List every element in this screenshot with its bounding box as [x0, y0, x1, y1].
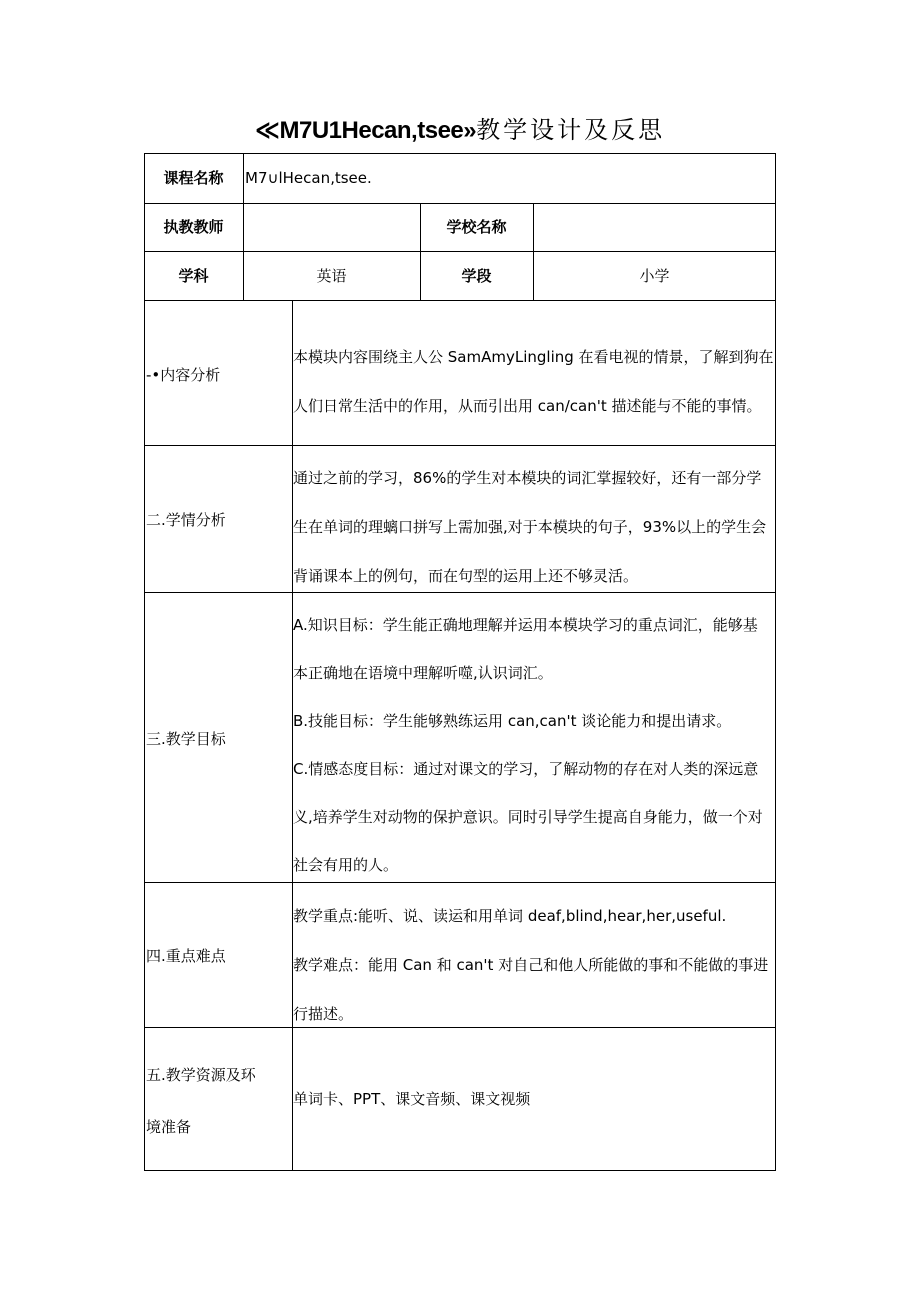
section-line: 义,培养学生对动物的保护意识。同时引导学生提高自身能力，做一个对 [293, 808, 763, 826]
section-line: 教学重点:能听、说、读运和用单词 deaf,blind,hear,her,useful. [293, 907, 727, 925]
row-divider [144, 445, 776, 446]
row-divider [144, 251, 776, 252]
stage-value: 小学 [639, 267, 670, 285]
course-name-value: M7∪lHecan‚tsee. [245, 169, 372, 187]
section-label-learner-analysis: 二.学情分析 [146, 511, 226, 529]
section-line: 生在单词的理螭口拼写上需加强,对于本模块的句子，93%以上的学生会 [293, 518, 767, 536]
column-divider [533, 203, 534, 301]
section-line: 本正确地在语境中理解听噬,认识词汇。 [293, 664, 553, 682]
row-divider [144, 203, 776, 204]
section-label-resources-line1: 五.教学资源及环 [146, 1066, 256, 1084]
section-line: B.技能目标：学生能够熟练运用 can,can't 谈论能力和提出请求。 [293, 712, 732, 730]
subject-label: 学科 [178, 267, 209, 285]
subject-value: 英语 [316, 267, 347, 285]
section-body-learner-analysis [293, 454, 775, 601]
section-label-teaching-objectives: 三.教学目标 [146, 730, 226, 748]
school-label: 学校名称 [446, 218, 507, 236]
section-line: 社会有用的人。 [293, 856, 399, 874]
section-line: 人们日常生活中的作用，从而引出用 can∕can't 描述能与不能的事情。 [293, 397, 762, 415]
stage-label: 学段 [461, 267, 492, 285]
document-title [0, 112, 920, 149]
section-body-teaching-objectives [293, 601, 775, 889]
section-body-key-points [293, 892, 775, 1039]
section-line: 本模块内容围绕主人公 SamAmyLingling 在看电视的情景，了解到狗在 [293, 348, 774, 366]
section-line: A.知识目标：学生能正确地理解并运用本模块学习的重点词汇，能够基 [293, 616, 758, 634]
section-label-content-analysis: -•内容分析 [146, 366, 221, 384]
section-line: 单词卡、PPT、课文音频、课文视频 [293, 1090, 531, 1108]
section-line: C.情感态度目标：通过对课文的学习，了解动物的存在对人类的深远意 [293, 760, 759, 778]
row-divider [144, 300, 776, 301]
section-line: 行描述。 [293, 1005, 354, 1023]
document-title-cjk: 教学设计及反思 [476, 116, 666, 144]
section-line: 背诵课本上的例句，而在句型的运用上还不够灵活。 [293, 567, 639, 585]
document-title-latin: ≪M7U1Hecan‚tsee» [254, 117, 477, 144]
section-body-content-analysis [293, 333, 775, 431]
section-label-resources-line2: 境准备 [146, 1118, 192, 1136]
section-line: 教学难点：能用 Can 和 can't 对自己和他人所能做的事和不能做的事进 [293, 956, 769, 974]
section-label-key-points: 四.重点难点 [146, 947, 226, 965]
course-name-label: 课程名称 [163, 169, 224, 187]
section-body-resources [293, 1075, 775, 1124]
teacher-label: 执教教师 [163, 218, 224, 236]
section-line: 通过之前的学习，86%的学生对本模块的词汇掌握较好，还有一部分学 [293, 469, 762, 487]
